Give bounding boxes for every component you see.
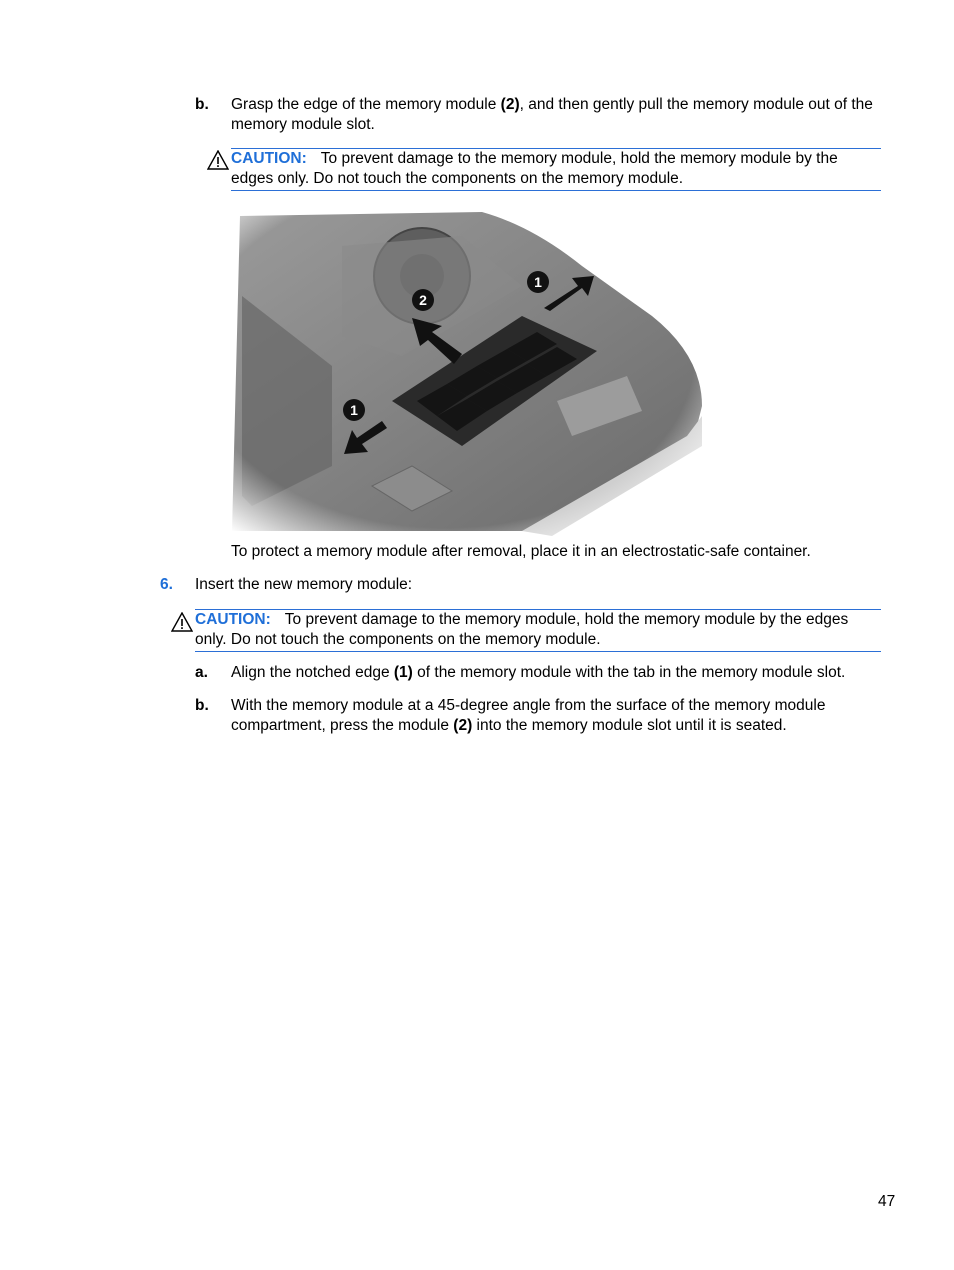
caution-label: CAUTION: [231, 150, 307, 167]
step-a-marker: a. [195, 664, 208, 681]
step-b2-marker: b. [195, 697, 209, 714]
caution-text: To prevent damage to the memory module, hold the memory module by the edges only. Do not touch the components on the memory module. [231, 150, 838, 187]
step-b-text-post: , and then gently pull the memory module out of the memory module slot. [231, 96, 873, 133]
step-6-marker: 6. [160, 576, 173, 593]
memory-module-removal-figure [232, 206, 706, 536]
caution-box-1 [231, 148, 881, 191]
step-a-text-pre: Align the notched edge [231, 664, 394, 681]
warning-triangle-icon [207, 150, 229, 170]
step-b2-text-pre: With the memory module at a 45-degree angle from the surface of the memory module compartment, press the module [231, 697, 826, 734]
removal-note: To protect a memory module after removal, place it in an electrostatic-safe container. [231, 543, 811, 560]
step-b-ref: (2) [500, 96, 520, 113]
step-6-text: Insert the new memory module: [195, 576, 413, 593]
caution-label: CAUTION: [195, 611, 271, 628]
step-b2-ref: (2) [453, 717, 473, 734]
step-a-ref: (1) [393, 664, 413, 681]
step-b2-text [231, 696, 871, 736]
step-a-text [231, 663, 881, 683]
caution-text: To prevent damage to the memory module, hold the memory module by the edges only. Do not touch the components on the memory module. [195, 611, 849, 648]
page-number: 47 [878, 1193, 896, 1210]
step-b-text-pre: Grasp the edge of the memory module [231, 96, 501, 113]
warning-triangle-icon [171, 612, 193, 632]
caution-box-2 [195, 609, 881, 652]
step-b2-text-post: into the memory module slot until it is seated. [472, 717, 787, 734]
step-b-text [231, 95, 881, 135]
step-b-marker: b. [195, 96, 209, 113]
step-a-text-post: of the memory module with the tab in the memory module slot. [412, 664, 846, 681]
